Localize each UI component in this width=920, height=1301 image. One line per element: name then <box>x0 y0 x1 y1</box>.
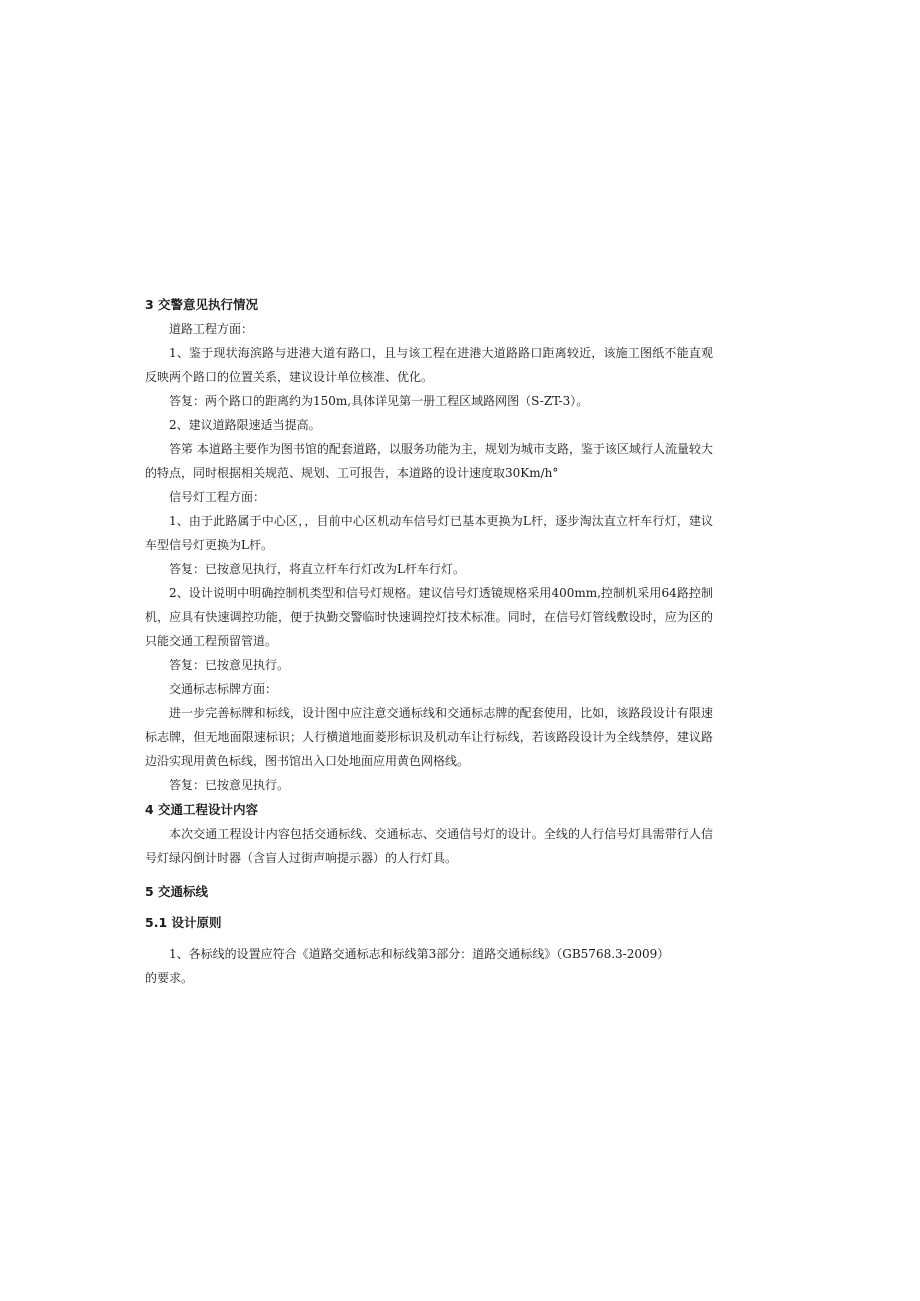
signal-reply-1: 答复：已按意见执行，将直立杆车行灯改为L杆车行灯。 <box>169 562 465 576</box>
road-reply-1: 答复：两个路口的距离约为150m,具体详见第一册工程区域路网图（S-ZT-3）。 <box>169 394 589 408</box>
design-principle-item-1: 1、各标线的设置应符合《道路交通标志和标线第3部分：道路交通标线》（GB5768.3-2009） <box>169 947 670 961</box>
signal-engineering-intro: 信号灯工程方面： <box>169 490 266 504</box>
section-5-1-heading: 5.1 设计原则 <box>145 915 222 930</box>
section-5-heading: 5 交通标线 <box>145 884 209 899</box>
traffic-sign-intro: 交通标志标牌方面： <box>169 682 278 696</box>
design-principle-item-1-continuation: 的要求。 <box>145 971 194 985</box>
road-reply-2: 答笫 本道路主要作为图书馆的配套道路，以服务功能为主，规划为城市支路，鉴于该区域行人流量较大的特点，同时根据相关规范、规划、工可报告，本道路的设计速度取30Km∕h° <box>145 442 713 480</box>
signal-comment-2: 2、设计说明中明确控制机类型和信号灯规格。建议信号灯透镜规格采用400mm,控制机采用64路控制机，应具有快速调控功能，便于执勤交警临时快速调控灯技术标准。同时，在信号灯管线敷设时，应为区的只能交通工程预留管道。 <box>145 586 713 648</box>
signal-reply-2: 答复：已按意见执行。 <box>169 658 290 672</box>
road-comment-2: 2、建议道路限速适当提高。 <box>169 418 321 432</box>
traffic-sign-comment-1: 进一步完善标牌和标线，设计图中应注意交通标线和交通标志牌的配套使用，比如，该路段设计有限速标志牌，但无地面限速标识；人行横道地面菱形标识及机动车让行标线，若该路段设计为全线禁停，建议路边沿实现用黄色标线，图书馆出入口处地面应用黄色网格线。 <box>145 706 713 768</box>
road-engineering-intro: 道路工程方面： <box>169 322 254 336</box>
section-4-heading: 4 交通工程设计内容 <box>145 802 259 817</box>
traffic-sign-reply-1: 答复：已按意见执行。 <box>169 778 290 792</box>
signal-comment-1: 1、由于此路属于中心区，，目前中心区机动车信号灯已基本更换为L杆，逐步淘汰直立杆车行灯，建议车型信号灯更换为L杆。 <box>145 514 713 552</box>
section-4-body: 本次交通工程设计内容包括交通标线、交通标志、交通信号灯的设计。全线的人行信号灯具需带行人信号灯绿闪倒计时器（含盲人过街声响提示器）的人行灯具。 <box>145 827 713 865</box>
section-3-heading: 3 交警意见执行情况 <box>145 297 259 312</box>
document-page <box>145 293 713 990</box>
road-comment-1: 1、鉴于现状海滨路与进港大道有路口，且与该工程在进港大道路路口距离较近，该施工图纸不能直观反映两个路口的位置关系，建议设计单位核准、优化。 <box>145 346 713 384</box>
